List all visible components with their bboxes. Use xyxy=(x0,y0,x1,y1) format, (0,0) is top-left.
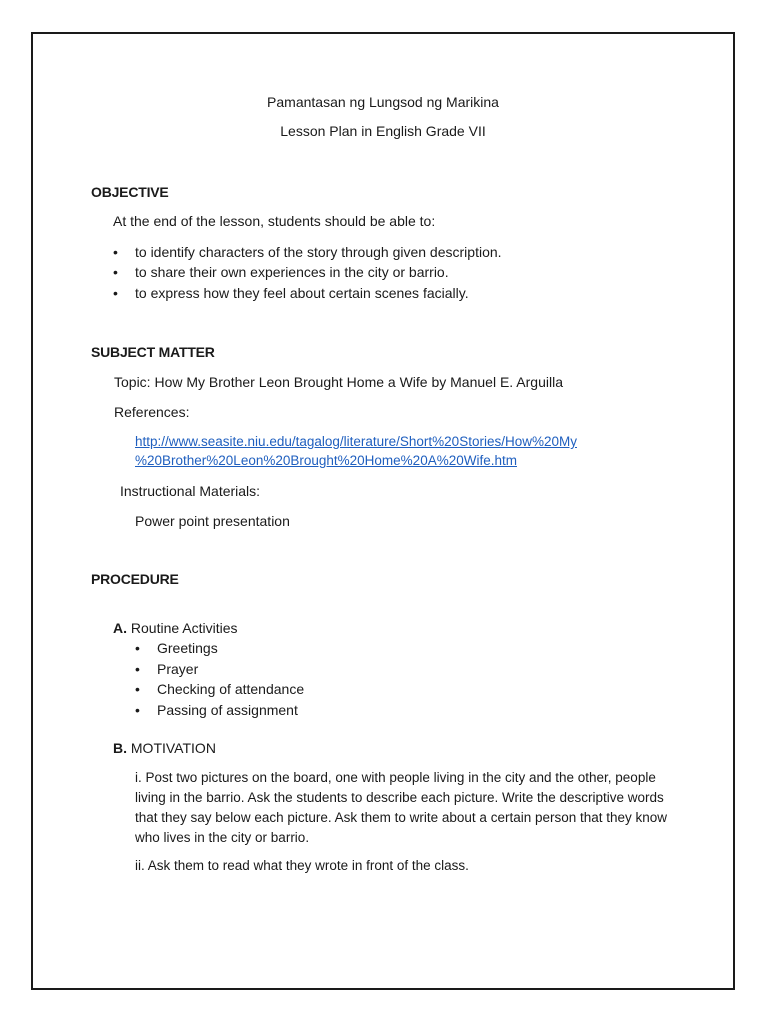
document-page xyxy=(31,32,735,990)
objective-item: • to share their own experiences in the city or barrio. xyxy=(113,264,449,280)
materials-value: Power point presentation xyxy=(135,513,290,529)
bullet: • xyxy=(135,702,140,718)
reference-link-continued[interactable]: %20Brother%20Leon%20Brought%20Home%20A%20Wife.htm xyxy=(135,453,517,468)
topic-line: Topic: How My Brother Leon Brought Home a Wife by Manuel E. Arguilla xyxy=(114,374,563,390)
bullet: • xyxy=(113,285,118,301)
subject-matter-heading: SUBJECT MATTER xyxy=(91,344,215,360)
routine-item: • Greetings xyxy=(135,640,218,656)
objective-heading: OBJECTIVE xyxy=(91,184,169,200)
references-label: References: xyxy=(114,404,190,420)
materials-label: Instructional Materials: xyxy=(120,483,261,499)
list-marker: B. xyxy=(113,740,127,756)
motivation-paragraph-2: ii. Ask them to read what they wrote in front of the class. xyxy=(135,858,469,873)
routine-item: • Prayer xyxy=(135,661,199,677)
objective-intro: At the end of the lesson, students should be able to: xyxy=(113,213,436,229)
bullet: • xyxy=(113,244,118,260)
school-name: Pamantasan ng Lungsod ng Marikina xyxy=(267,94,499,110)
objective-item: • to express how they feel about certain scenes facially. xyxy=(113,285,469,301)
routine-item: • Checking of attendance xyxy=(135,681,305,697)
motivation-paragraph-1: i. Post two pictures on the board, one with people living in the city and the other, people living in the barrio. Ask the students to describe each picture. Write the descriptive words that they say below each picture. Ask them to write about a certain person that they know who lives in the city or barrio. xyxy=(135,770,668,845)
list-marker: A. xyxy=(113,620,127,636)
reference-link[interactable]: http://www.seasite.niu.edu/tagalog/literature/Short%20Stories/How%20My xyxy=(135,434,577,449)
bullet: • xyxy=(135,681,140,697)
bullet: • xyxy=(135,640,140,656)
routine-activities-heading: A. Routine Activities xyxy=(113,620,238,636)
lesson-plan-title: Lesson Plan in English Grade VII xyxy=(280,123,486,139)
procedure-heading: PROCEDURE xyxy=(91,571,179,587)
bullet: • xyxy=(113,264,118,280)
routine-item: • Passing of assignment xyxy=(135,702,298,718)
motivation-heading: B. MOTIVATION xyxy=(113,740,216,756)
bullet: • xyxy=(135,661,140,677)
objective-item: • to identify characters of the story through given description. xyxy=(113,244,502,260)
